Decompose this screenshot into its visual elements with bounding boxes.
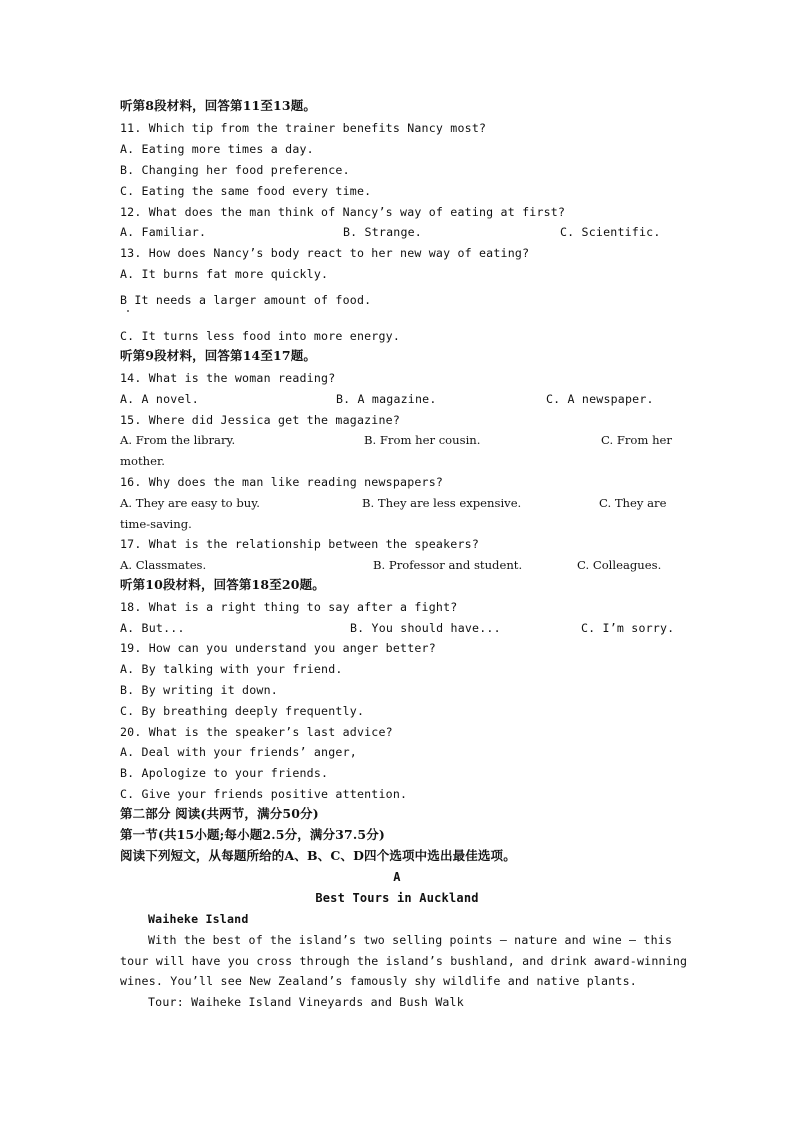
part2-header: 第二部分 阅读(共两节，满分50分) [120,806,319,821]
q15-stem: 15. Where did Jessica get the magazine? [120,413,401,427]
passage-subtitle: Waiheke Island [148,912,249,926]
q12-option-b: B. Strange. [343,225,422,239]
passage-line-3: wines. You’ll see New Zealand’s famously shy wildlife and native plants. [120,974,637,988]
q19-option-b: B. By writing it down. [120,683,278,697]
q15-option-c: C. From her [601,433,672,447]
q19-stem: 19. How can you understand you anger better? [120,641,436,655]
q17-stem: 17. What is the relationship between the speakers? [120,537,480,551]
q19-option-c: C. By breathing deeply frequently. [120,704,365,718]
q14-option-c: C. A newspaper. [546,392,654,406]
q16-option-c-continued: time-saving. [120,517,192,531]
q14-option-b: B. A magazine. [336,392,437,406]
q16-stem: 16. Why does the man like reading newspapers? [120,475,444,489]
section8-header: 听第8段材料，回答第11至13题。 [120,98,317,113]
reading-instructions: 阅读下列短文，从每题所给的A、B、C、D四个选项中选出最佳选项。 [120,848,516,863]
q12-stem: 12. What does the man think of Nancy’s way of eating at first? [120,205,566,219]
q15-option-a: A. From the library. [120,433,236,447]
passage-line-2: tour will have you cross through the island’s bushland, and drink award-winning [120,954,688,968]
q17-option-a: A. Classmates. [120,558,207,572]
q11-option-b: B. Changing her food preference. [120,163,350,177]
q14-option-a: A. A novel. [120,392,199,406]
q18-option-c: C. I’m sorry. [581,621,675,635]
q18-stem: 18. What is a right thing to say after a fight? [120,600,458,614]
q13-stem: 13. How does Nancy’s body react to her new way of eating? [120,246,530,260]
q17-option-b: B. Professor and student. [373,558,523,572]
passage-tour-line: Tour: Waiheke Island Vineyards and Bush Walk [148,995,464,1009]
q16-option-a: A. They are easy to buy. [120,496,260,510]
q14-stem: 14. What is the woman reading? [120,371,336,385]
q15-option-c-continued: mother. [120,454,165,468]
q18-option-b: B. You should have... [350,621,501,635]
passage-letter: A [393,870,401,884]
passage-title: Best Tours in Auckland [315,891,479,905]
q20-option-a: A. Deal with your friends’ anger, [120,745,357,759]
section10-header: 听第10段材料，回答第18至20题。 [120,577,325,592]
q20-stem: 20. What is the speaker’s last advice? [120,725,393,739]
section9-header: 听第9段材料，回答第14至17题。 [120,348,317,363]
q11-option-c: C. Eating the same food every time. [120,184,372,198]
passage-line-1: With the best of the island’s two selling points — nature and wine — this [148,933,673,947]
q12-option-c: C. Scientific. [560,225,661,239]
q13-option-c: C. It turns less food into more energy. [120,329,401,343]
q20-option-b: B. Apologize to your friends. [120,766,329,780]
q16-option-c: C. They are [599,496,667,510]
q16-option-b: B. They are less expensive. [362,496,522,510]
q17-option-c: C. Colleagues. [577,558,662,572]
q19-option-a: A. By talking with your friend. [120,662,343,676]
stray-dot [127,310,129,312]
q20-option-c: C. Give your friends positive attention. [120,787,408,801]
section1-header: 第一节(共15小题;每小题2.5分，满分37.5分) [120,827,385,842]
q11-stem: 11. Which tip from the trainer benefits Nancy most? [120,121,487,135]
q15-option-b: B. From her cousin. [364,433,481,447]
q11-option-a: A. Eating more times a day. [120,142,314,156]
q12-option-a: A. Familiar. [120,225,207,239]
q13-option-a: A. It burns fat more quickly. [120,267,329,281]
q18-option-a: A. But... [120,621,185,635]
q13-option-b: B It needs a larger amount of food. [120,293,372,307]
